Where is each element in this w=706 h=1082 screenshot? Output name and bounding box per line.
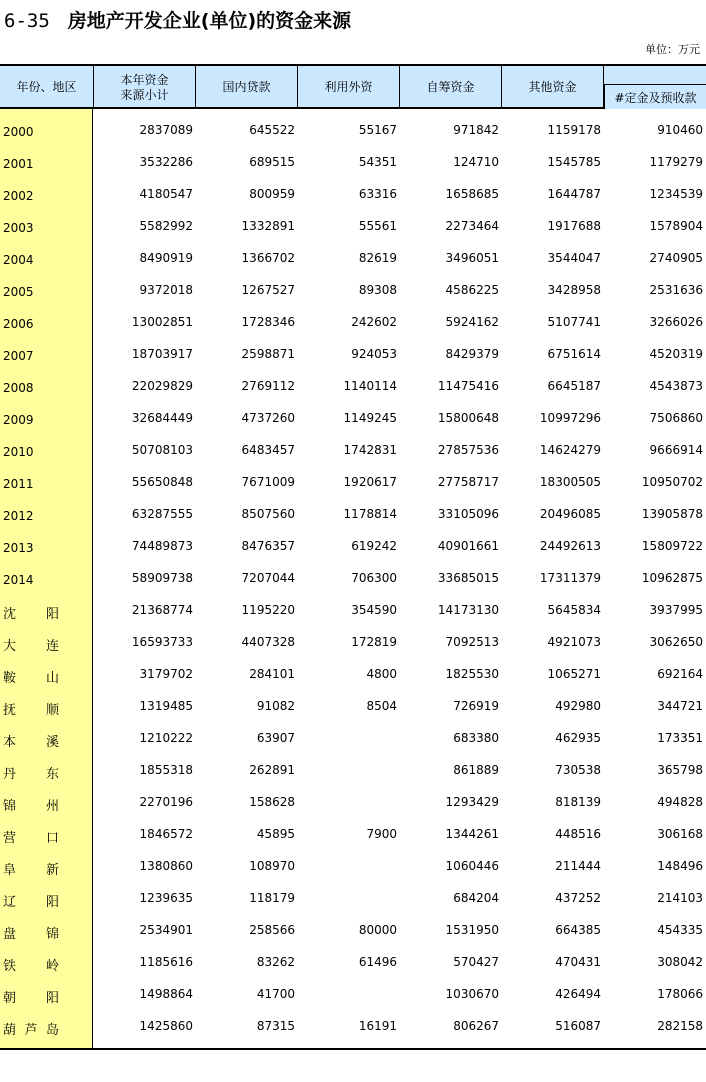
cell-value: 1380860 xyxy=(139,859,193,873)
row-label: 2002 xyxy=(3,189,34,203)
cell-value: 1425860 xyxy=(139,1019,193,1033)
row-label: 鞍 山 xyxy=(3,671,59,686)
cell-value: 726919 xyxy=(453,699,499,713)
bottom-rule xyxy=(0,1048,706,1050)
unit-label: 单位：万元 xyxy=(645,43,700,56)
cell-value: 1195220 xyxy=(241,603,295,617)
cell-value: 664385 xyxy=(555,923,601,937)
cell-value: 1644787 xyxy=(547,187,601,201)
cell-value: 20496085 xyxy=(539,507,601,521)
cell-value: 14173130 xyxy=(437,603,499,617)
row-label: 2005 xyxy=(3,285,34,299)
cell-value: 619242 xyxy=(351,539,397,553)
row-label: 阜 新 xyxy=(3,863,59,878)
cell-value: 1366702 xyxy=(241,251,295,265)
table-row xyxy=(0,147,706,179)
cell-value: 1060446 xyxy=(445,859,499,873)
cell-value: 570427 xyxy=(453,955,499,969)
cell-value: 6751614 xyxy=(547,347,601,361)
cell-value: 1917688 xyxy=(547,219,601,233)
cell-value: 10962875 xyxy=(641,571,703,585)
table-row xyxy=(0,979,706,1011)
cell-value: 10997296 xyxy=(539,411,601,425)
cell-value: 16593733 xyxy=(131,635,193,649)
cell-value: 7207044 xyxy=(241,571,295,585)
table-row xyxy=(0,723,706,755)
cell-value: 730538 xyxy=(555,763,601,777)
cell-value: 1065271 xyxy=(547,667,601,681)
cell-value: 2531636 xyxy=(649,283,703,297)
cell-value: 178066 xyxy=(657,987,703,1001)
cell-value: 1545785 xyxy=(547,155,601,169)
cell-value: 1267527 xyxy=(241,283,295,297)
cell-value: 172819 xyxy=(351,635,397,649)
row-label: 营 口 xyxy=(3,831,59,846)
cell-value: 924053 xyxy=(351,347,397,361)
cell-value: 211444 xyxy=(555,859,601,873)
table-row xyxy=(0,467,706,499)
row-label: 2011 xyxy=(3,477,34,491)
row-label: 2012 xyxy=(3,509,34,523)
table-row xyxy=(0,307,706,339)
cell-value: 1531950 xyxy=(445,923,499,937)
row-label: 辽 阳 xyxy=(3,895,59,910)
cell-value: 2273464 xyxy=(445,219,499,233)
cell-value: 7506860 xyxy=(649,411,703,425)
cell-value: 4520319 xyxy=(649,347,703,361)
cell-value: 1332891 xyxy=(241,219,295,233)
cell-value: 8490919 xyxy=(139,251,193,265)
cell-value: 82619 xyxy=(358,251,397,265)
table-row xyxy=(0,403,706,435)
row-label: 锦 州 xyxy=(3,799,59,814)
cell-value: 13905878 xyxy=(641,507,703,521)
cell-value: 55167 xyxy=(358,123,397,137)
cell-value: 971842 xyxy=(453,123,499,137)
cell-value: 1578904 xyxy=(649,219,703,233)
table-row xyxy=(0,691,706,723)
cell-value: 5924162 xyxy=(445,315,499,329)
cell-value: 470431 xyxy=(555,955,601,969)
cell-value: 1179279 xyxy=(649,155,703,169)
row-label: 2009 xyxy=(3,413,34,427)
cell-value: 9666914 xyxy=(649,443,703,457)
cell-value: 27857536 xyxy=(437,443,499,457)
table-row xyxy=(0,211,706,243)
cell-value: 173351 xyxy=(657,731,703,745)
header-self-raised: 自筹资金 xyxy=(400,66,502,109)
cell-value: 861889 xyxy=(453,763,499,777)
cell-value: 689515 xyxy=(249,155,295,169)
cell-value: 2837089 xyxy=(139,123,193,137)
cell-value: 818139 xyxy=(555,795,601,809)
cell-value: 3532286 xyxy=(139,155,193,169)
cell-value: 426494 xyxy=(555,987,601,1001)
cell-value: 706300 xyxy=(351,571,397,585)
cell-value: 89308 xyxy=(358,283,397,297)
header-foreign-capital: 利用外资 xyxy=(298,66,400,109)
cell-value: 1825530 xyxy=(445,667,499,681)
cell-value: 1234539 xyxy=(649,187,703,201)
cell-value: 910460 xyxy=(657,123,703,137)
table-row xyxy=(0,179,706,211)
row-label: 2014 xyxy=(3,573,34,587)
table-title: 房地产开发企业(单位)的资金来源 xyxy=(67,10,352,32)
cell-value: 63907 xyxy=(256,731,295,745)
cell-value: 55561 xyxy=(358,219,397,233)
cell-value: 55650848 xyxy=(131,475,193,489)
table-row xyxy=(0,883,706,915)
cell-value: 1030670 xyxy=(445,987,499,1001)
cell-value: 1319485 xyxy=(139,699,193,713)
cell-value: 806267 xyxy=(453,1019,499,1033)
cell-value: 1185616 xyxy=(139,955,193,969)
cell-value: 258566 xyxy=(249,923,295,937)
table-row xyxy=(0,435,706,467)
cell-value: 2740905 xyxy=(649,251,703,265)
cell-value: 683380 xyxy=(453,731,499,745)
cell-value: 214103 xyxy=(657,891,703,905)
row-label: 2006 xyxy=(3,317,34,331)
cell-value: 5645834 xyxy=(547,603,601,617)
cell-value: 1855318 xyxy=(139,763,193,777)
cell-value: 1344261 xyxy=(445,827,499,841)
cell-value: 10950702 xyxy=(641,475,703,489)
row-label: 大 连 xyxy=(3,639,59,654)
table-row xyxy=(0,371,706,403)
cell-value: 7092513 xyxy=(445,635,499,649)
cell-value: 83262 xyxy=(256,955,295,969)
cell-value: 6645187 xyxy=(547,379,601,393)
cell-value: 5107741 xyxy=(547,315,601,329)
table-header xyxy=(0,64,706,109)
cell-value: 11475416 xyxy=(437,379,499,393)
cell-value: 448516 xyxy=(555,827,601,841)
cell-value: 15809722 xyxy=(641,539,703,553)
cell-value: 1658685 xyxy=(445,187,499,201)
table-row xyxy=(0,947,706,979)
cell-value: 462935 xyxy=(555,731,601,745)
table-row xyxy=(0,659,706,691)
cell-value: 4543873 xyxy=(649,379,703,393)
cell-value: 306168 xyxy=(657,827,703,841)
cell-value: 58909738 xyxy=(131,571,193,585)
cell-value: 4921073 xyxy=(547,635,601,649)
cell-value: 54351 xyxy=(358,155,397,169)
cell-value: 32684449 xyxy=(131,411,193,425)
cell-value: 494828 xyxy=(657,795,703,809)
cell-value: 3937995 xyxy=(649,603,703,617)
cell-value: 1498864 xyxy=(139,987,193,1001)
cell-value: 33685015 xyxy=(437,571,499,585)
cell-value: 33105096 xyxy=(437,507,499,521)
cell-value: 4407328 xyxy=(241,635,295,649)
cell-value: 41700 xyxy=(256,987,295,1001)
row-label: 葫 芦 岛 xyxy=(3,1023,59,1038)
table-row xyxy=(0,275,706,307)
cell-value: 108970 xyxy=(249,859,295,873)
cell-value: 2769112 xyxy=(241,379,295,393)
table-row xyxy=(0,627,706,659)
row-label: 盘 锦 xyxy=(3,927,59,942)
header-total: 本年资金 来源小计 xyxy=(94,66,196,109)
table-number: 6-35 xyxy=(4,10,50,32)
row-label: 丹 东 xyxy=(3,767,59,782)
cell-value: 4180547 xyxy=(139,187,193,201)
row-label: 2013 xyxy=(3,541,34,555)
cell-value: 74489873 xyxy=(131,539,193,553)
cell-value: 1742831 xyxy=(343,443,397,457)
row-label: 2003 xyxy=(3,221,34,235)
row-label: 2004 xyxy=(3,253,34,267)
cell-value: 24492613 xyxy=(539,539,601,553)
cell-value: 284101 xyxy=(249,667,295,681)
row-label: 本 溪 xyxy=(3,735,59,750)
cell-value: 3496051 xyxy=(445,251,499,265)
cell-value: 14624279 xyxy=(539,443,601,457)
cell-value: 262891 xyxy=(249,763,295,777)
cell-value: 242602 xyxy=(351,315,397,329)
cell-value: 118179 xyxy=(249,891,295,905)
table-body xyxy=(0,115,706,1043)
cell-value: 18703917 xyxy=(131,347,193,361)
cell-value: 50708103 xyxy=(131,443,193,457)
cell-value: 8429379 xyxy=(445,347,499,361)
cell-value: 80000 xyxy=(358,923,397,937)
cell-value: 344721 xyxy=(657,699,703,713)
row-label: 抚 顺 xyxy=(3,703,59,718)
table-row xyxy=(0,787,706,819)
cell-value: 308042 xyxy=(657,955,703,969)
page-title xyxy=(4,6,351,32)
table-row xyxy=(0,755,706,787)
table-row xyxy=(0,563,706,595)
cell-value: 2534901 xyxy=(139,923,193,937)
cell-value: 17311379 xyxy=(539,571,601,585)
cell-value: 15800648 xyxy=(437,411,499,425)
cell-value: 9372018 xyxy=(139,283,193,297)
cell-value: 6483457 xyxy=(241,443,295,457)
cell-value: 8507560 xyxy=(241,507,295,521)
table-row xyxy=(0,915,706,947)
cell-value: 3266026 xyxy=(649,315,703,329)
row-label: 沈 阳 xyxy=(3,607,59,622)
cell-value: 61496 xyxy=(358,955,397,969)
row-label: 2010 xyxy=(3,445,34,459)
cell-value: 492980 xyxy=(555,699,601,713)
cell-value: 22029829 xyxy=(131,379,193,393)
cell-value: 148496 xyxy=(657,859,703,873)
cell-value: 40901661 xyxy=(437,539,499,553)
header-deposits: #定金及预收款 xyxy=(604,84,706,109)
row-label: 2000 xyxy=(3,125,34,139)
cell-value: 684204 xyxy=(453,891,499,905)
cell-value: 124710 xyxy=(453,155,499,169)
cell-value: 1210222 xyxy=(139,731,193,745)
cell-value: 1159178 xyxy=(547,123,601,137)
row-label: 铁 岭 xyxy=(3,959,59,974)
cell-value: 7900 xyxy=(366,827,397,841)
cell-value: 1149245 xyxy=(343,411,397,425)
row-label: 2007 xyxy=(3,349,34,363)
cell-value: 3428958 xyxy=(547,283,601,297)
header-domestic-loans: 国内贷款 xyxy=(196,66,298,109)
cell-value: 21368774 xyxy=(131,603,193,617)
cell-value: 800959 xyxy=(249,187,295,201)
cell-value: 13002851 xyxy=(131,315,193,329)
cell-value: 692164 xyxy=(657,667,703,681)
table-row xyxy=(0,1011,706,1043)
header-region: 年份、地区 xyxy=(0,66,94,109)
cell-value: 158628 xyxy=(249,795,295,809)
cell-value: 454335 xyxy=(657,923,703,937)
row-label: 朝 阳 xyxy=(3,991,59,1006)
cell-value: 4800 xyxy=(366,667,397,681)
cell-value: 365798 xyxy=(657,763,703,777)
table-row xyxy=(0,499,706,531)
row-label: 2008 xyxy=(3,381,34,395)
cell-value: 1239635 xyxy=(139,891,193,905)
header-other: 其他资金 xyxy=(502,66,604,109)
cell-value: 87315 xyxy=(256,1019,295,1033)
cell-value: 3544047 xyxy=(547,251,601,265)
cell-value: 91082 xyxy=(256,699,295,713)
cell-value: 16191 xyxy=(358,1019,397,1033)
table-row xyxy=(0,851,706,883)
cell-value: 1920617 xyxy=(343,475,397,489)
cell-value: 7671009 xyxy=(241,475,295,489)
table-row xyxy=(0,531,706,563)
table-row xyxy=(0,243,706,275)
cell-value: 18300505 xyxy=(539,475,601,489)
cell-value: 2598871 xyxy=(241,347,295,361)
cell-value: 1846572 xyxy=(139,827,193,841)
cell-value: 63316 xyxy=(358,187,397,201)
cell-value: 63287555 xyxy=(131,507,193,521)
cell-value: 516087 xyxy=(555,1019,601,1033)
cell-value: 27758717 xyxy=(437,475,499,489)
cell-value: 354590 xyxy=(351,603,397,617)
cell-value: 8504 xyxy=(366,699,397,713)
table-row xyxy=(0,819,706,851)
cell-value: 2270196 xyxy=(139,795,193,809)
table-row xyxy=(0,339,706,371)
cell-value: 1293429 xyxy=(445,795,499,809)
cell-value: 45895 xyxy=(256,827,295,841)
cell-value: 8476357 xyxy=(241,539,295,553)
cell-value: 5582992 xyxy=(139,219,193,233)
table-row xyxy=(0,115,706,147)
cell-value: 1178814 xyxy=(343,507,397,521)
cell-value: 282158 xyxy=(657,1019,703,1033)
row-label: 2001 xyxy=(3,157,34,171)
cell-value: 437252 xyxy=(555,891,601,905)
cell-value: 1140114 xyxy=(343,379,397,393)
cell-value: 4586225 xyxy=(445,283,499,297)
table-row xyxy=(0,595,706,627)
cell-value: 3179702 xyxy=(139,667,193,681)
cell-value: 645522 xyxy=(249,123,295,137)
cell-value: 4737260 xyxy=(241,411,295,425)
cell-value: 1728346 xyxy=(241,315,295,329)
cell-value: 3062650 xyxy=(649,635,703,649)
